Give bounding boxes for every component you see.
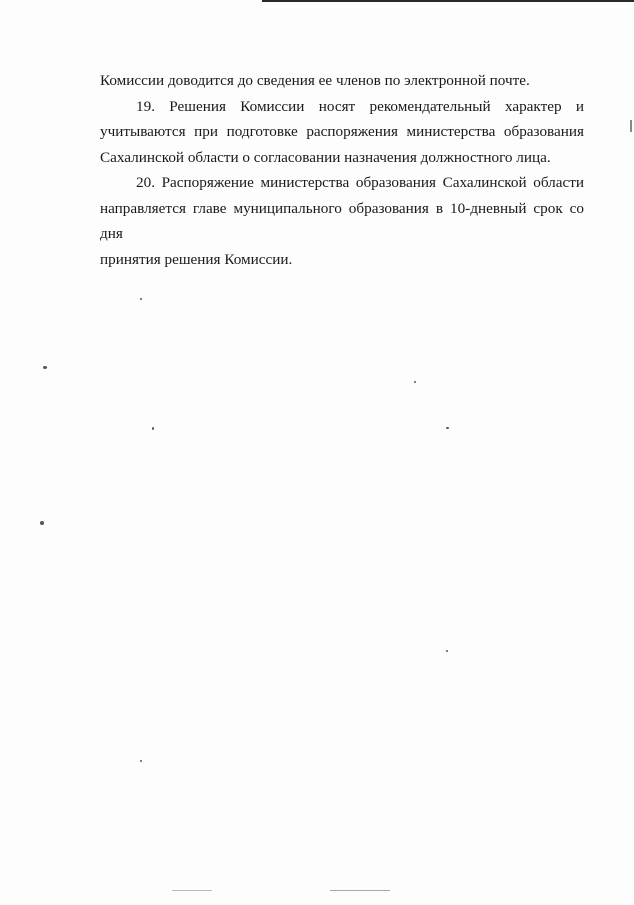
scan-speck [446,650,448,652]
paragraph-continuation [100,68,584,94]
scan-speck [330,890,390,891]
scan-speck [140,760,142,762]
text-line: 20. Распоряжение министерства образования Сахалинской области [136,174,584,191]
document-body [100,68,584,272]
scan-speck [414,381,416,383]
text-line: направляется главе муниципального образования в 10-дневный срок со дня [100,199,584,242]
scan-top-border [262,0,634,2]
scan-speck [152,427,154,430]
text-line: 19. Решения Комиссии носят рекомендательный характер и [136,97,584,115]
scan-speck [172,890,212,891]
scan-speck [40,521,44,525]
text-line: Комиссии доводится до сведения ее членов по электронной почте. [100,72,530,89]
text-line: учитываются при подготовке распоряжения министерства образования [100,123,584,140]
scan-speck [43,366,47,369]
scan-speck [630,120,632,132]
text-line: Сахалинской области о согласовании назначения должностного лица. [100,148,551,166]
scan-speck [446,427,449,429]
scan-speck [140,298,142,300]
text-line: принятия решения Комиссии. [100,250,293,268]
paragraph-item-19 [100,94,584,171]
paragraph-item-20 [100,170,584,272]
